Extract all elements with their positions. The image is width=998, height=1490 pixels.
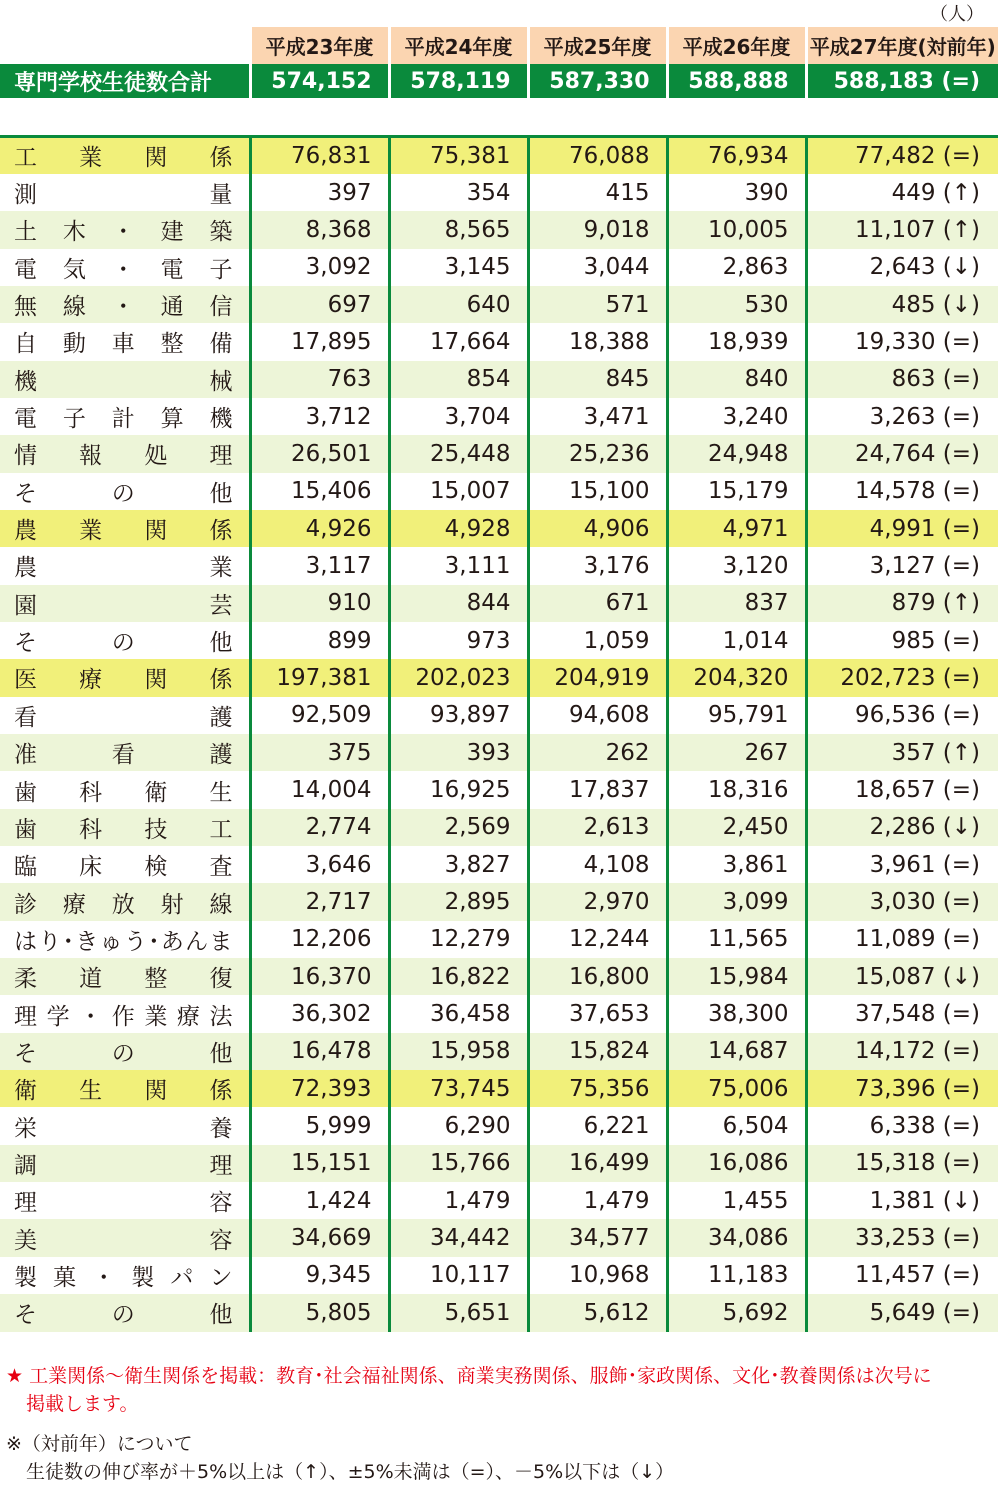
value-cell: 36,302 <box>250 995 389 1032</box>
value-cell: 3,263 (=) <box>806 398 998 435</box>
value-cell: 267 <box>667 734 806 771</box>
value-cell: 37,653 <box>528 995 667 1032</box>
subcategory-row <box>0 846 998 883</box>
total-value: 588,183 (=) <box>806 64 998 98</box>
value-cell: 202,023 <box>389 659 528 696</box>
subcategory-label <box>0 1107 250 1144</box>
subcategory-row <box>0 249 998 286</box>
value-cell: 2,895 <box>389 883 528 920</box>
subcategory-row <box>0 585 998 622</box>
value-cell: 4,971 <box>667 510 806 547</box>
value-cell: 15,318 (=) <box>806 1145 998 1182</box>
value-cell: 197,381 <box>250 659 389 696</box>
value-cell: 93,897 <box>389 697 528 734</box>
subcategory-row <box>0 697 998 734</box>
subcategory-label <box>0 846 250 883</box>
value-cell: 3,471 <box>528 398 667 435</box>
value-cell: 17,837 <box>528 771 667 808</box>
value-cell: 34,086 <box>667 1219 806 1256</box>
note-remark <box>6 1430 996 1486</box>
value-cell: 1,479 <box>528 1182 667 1219</box>
row-label-text: 歯 科 衛 生 <box>14 779 233 806</box>
category-label <box>0 137 250 174</box>
year-header-24: 平成24年度 <box>389 27 528 64</box>
subcategory-row <box>0 921 998 958</box>
value-cell: 2,863 <box>667 249 806 286</box>
value-cell: 973 <box>389 622 528 659</box>
subcategory-label <box>0 1257 250 1294</box>
value-cell: 16,800 <box>528 958 667 995</box>
subcategory-row <box>0 1294 998 1331</box>
total-value: 588,888 <box>667 64 806 98</box>
year-header-row <box>0 27 998 64</box>
subcategory-row <box>0 883 998 920</box>
value-cell: 697 <box>250 286 389 323</box>
subcategory-label <box>0 697 250 734</box>
value-cell: 3,117 <box>250 547 389 584</box>
subcategory-label <box>0 809 250 846</box>
subcategory-label <box>0 1294 250 1331</box>
value-cell: 390 <box>667 174 806 211</box>
value-cell: 397 <box>250 174 389 211</box>
subcategory-row <box>0 1145 998 1182</box>
value-cell: 4,928 <box>389 510 528 547</box>
value-cell: 77,482 (=) <box>806 137 998 174</box>
value-cell: 393 <box>389 734 528 771</box>
value-cell: 34,669 <box>250 1219 389 1256</box>
value-cell: 3,646 <box>250 846 389 883</box>
subcategory-row <box>0 958 998 995</box>
value-cell: 8,565 <box>389 211 528 248</box>
subcategory-label <box>0 286 250 323</box>
value-cell: 34,577 <box>528 1219 667 1256</box>
value-cell: 16,925 <box>389 771 528 808</box>
subcategory-row <box>0 809 998 846</box>
value-cell: 1,014 <box>667 622 806 659</box>
value-cell: 845 <box>528 361 667 398</box>
subcategory-label <box>0 398 250 435</box>
value-cell: 10,005 <box>667 211 806 248</box>
value-cell: 2,970 <box>528 883 667 920</box>
value-cell: 11,565 <box>667 921 806 958</box>
row-label-text: 栄 養 <box>14 1115 233 1142</box>
value-cell: 2,286 (↓) <box>806 809 998 846</box>
subcategory-row <box>0 547 998 584</box>
row-label-text: 理 学 ・ 作 業 療 法 <box>14 1003 233 1030</box>
value-cell: 76,934 <box>667 137 806 174</box>
value-cell: 262 <box>528 734 667 771</box>
value-cell: 1,479 <box>389 1182 528 1219</box>
value-cell: 854 <box>389 361 528 398</box>
value-cell: 2,569 <box>389 809 528 846</box>
note-star-line: ★ 工業関係～衛生関係を掲載：教育･社会福祉関係、商業実務関係、服飾･家政関係、文化･教養関係は次号に <box>6 1365 932 1387</box>
value-cell: 4,906 <box>528 510 667 547</box>
value-cell: 3,044 <box>528 249 667 286</box>
category-row <box>0 1070 998 1107</box>
subcategory-label <box>0 249 250 286</box>
value-cell: 18,939 <box>667 323 806 360</box>
value-cell: 4,991 (=) <box>806 510 998 547</box>
subcategory-label <box>0 323 250 360</box>
row-label-text: 機 械 <box>14 368 233 395</box>
subcategory-row <box>0 473 998 510</box>
row-label-text: 理 容 <box>14 1190 233 1217</box>
value-cell: 8,368 <box>250 211 389 248</box>
value-cell: 3,240 <box>667 398 806 435</box>
category-row <box>0 659 998 696</box>
value-cell: 15,179 <box>667 473 806 510</box>
value-cell: 3,111 <box>389 547 528 584</box>
subcategory-row <box>0 361 998 398</box>
value-cell: 1,381 (↓) <box>806 1182 998 1219</box>
value-cell: 357 (↑) <box>806 734 998 771</box>
value-cell: 899 <box>250 622 389 659</box>
value-cell: 3,120 <box>667 547 806 584</box>
value-cell: 15,406 <box>250 473 389 510</box>
subcategory-label <box>0 174 250 211</box>
row-label-text: 自 動 車 整 備 <box>14 331 233 358</box>
row-label-text: 園 芸 <box>14 592 233 619</box>
subcategory-label <box>0 995 250 1032</box>
value-cell: 34,442 <box>389 1219 528 1256</box>
value-cell: 72,393 <box>250 1070 389 1107</box>
value-cell: 15,151 <box>250 1145 389 1182</box>
value-cell: 1,059 <box>528 622 667 659</box>
row-label-text: 無 線 ・ 通 信 <box>14 294 233 321</box>
value-cell: 15,100 <box>528 473 667 510</box>
total-value: 574,152 <box>250 64 389 98</box>
subcategory-row <box>0 323 998 360</box>
value-cell: 640 <box>389 286 528 323</box>
row-label-text: 情 報 処 理 <box>14 443 233 470</box>
header-table <box>0 27 998 98</box>
value-cell: 5,999 <box>250 1107 389 1144</box>
row-label-text: 製 菓 ・ 製 パ ン <box>14 1264 233 1291</box>
subcategory-label <box>0 211 250 248</box>
category-row <box>0 137 998 174</box>
value-cell: 16,478 <box>250 1033 389 1070</box>
year-header-23: 平成23年度 <box>250 27 389 64</box>
row-label-text: 歯 科 技 工 <box>14 816 233 843</box>
value-cell: 202,723 (=) <box>806 659 998 696</box>
subcategory-row <box>0 1033 998 1070</box>
value-cell: 11,089 (=) <box>806 921 998 958</box>
year-header-26: 平成26年度 <box>667 27 806 64</box>
total-value: 587,330 <box>528 64 667 98</box>
subcategory-row <box>0 1219 998 1256</box>
value-cell: 73,396 (=) <box>806 1070 998 1107</box>
row-label-text: 電 子 計 算 機 <box>14 406 233 433</box>
value-cell: 15,007 <box>389 473 528 510</box>
row-label-text: 土 木 ・ 建 築 <box>14 219 233 246</box>
value-cell: 3,712 <box>250 398 389 435</box>
subcategory-label <box>0 883 250 920</box>
subcategory-label <box>0 1182 250 1219</box>
value-cell: 5,649 (=) <box>806 1294 998 1331</box>
value-cell: 12,279 <box>389 921 528 958</box>
value-cell: 863 (=) <box>806 361 998 398</box>
value-cell: 671 <box>528 585 667 622</box>
value-cell: 530 <box>667 286 806 323</box>
value-cell: 18,657 (=) <box>806 771 998 808</box>
value-cell: 10,117 <box>389 1257 528 1294</box>
value-cell: 4,926 <box>250 510 389 547</box>
subcategory-row <box>0 398 998 435</box>
value-cell: 38,300 <box>667 995 806 1032</box>
year-header-25: 平成25年度 <box>528 27 667 64</box>
subcategory-row <box>0 435 998 472</box>
subcategory-label <box>0 473 250 510</box>
value-cell: 2,717 <box>250 883 389 920</box>
value-cell: 5,692 <box>667 1294 806 1331</box>
value-cell: 11,183 <box>667 1257 806 1294</box>
value-cell: 1,424 <box>250 1182 389 1219</box>
subcategory-label <box>0 1145 250 1182</box>
value-cell: 3,704 <box>389 398 528 435</box>
value-cell: 73,745 <box>389 1070 528 1107</box>
subcategory-label <box>0 734 250 771</box>
value-cell: 375 <box>250 734 389 771</box>
subcategory-label <box>0 361 250 398</box>
value-cell: 24,764 (=) <box>806 435 998 472</box>
value-cell: 15,824 <box>528 1033 667 1070</box>
value-cell: 15,984 <box>667 958 806 995</box>
value-cell: 415 <box>528 174 667 211</box>
value-cell: 76,831 <box>250 137 389 174</box>
value-cell: 3,127 (=) <box>806 547 998 584</box>
subcategory-row <box>0 286 998 323</box>
value-cell: 879 (↑) <box>806 585 998 622</box>
value-cell: 485 (↓) <box>806 286 998 323</box>
value-cell: 76,088 <box>528 137 667 174</box>
subcategory-label <box>0 547 250 584</box>
value-cell: 3,176 <box>528 547 667 584</box>
category-row <box>0 510 998 547</box>
row-label-text: 臨 床 検 査 <box>14 854 233 881</box>
value-cell: 3,961 (=) <box>806 846 998 883</box>
value-cell: 204,919 <box>528 659 667 696</box>
row-label-text: 柔 道 整 復 <box>14 966 233 993</box>
value-cell: 2,450 <box>667 809 806 846</box>
subcategory-label <box>0 958 250 995</box>
row-label-text: 美 容 <box>14 1227 233 1254</box>
row-label-text: 電 気 ・ 電 子 <box>14 256 233 283</box>
value-cell: 204,320 <box>667 659 806 696</box>
value-cell: 2,774 <box>250 809 389 846</box>
unit-label: （人） <box>930 4 984 25</box>
value-cell: 3,092 <box>250 249 389 286</box>
subcategory-row <box>0 734 998 771</box>
value-cell: 5,651 <box>389 1294 528 1331</box>
subcategory-label <box>0 435 250 472</box>
value-cell: 25,448 <box>389 435 528 472</box>
category-label <box>0 1070 250 1107</box>
value-cell: 14,687 <box>667 1033 806 1070</box>
value-cell: 3,827 <box>389 846 528 883</box>
row-label-text: 診 療 放 射 線 <box>14 891 233 918</box>
value-cell: 17,664 <box>389 323 528 360</box>
value-cell: 18,388 <box>528 323 667 360</box>
subcategory-label <box>0 771 250 808</box>
value-cell: 837 <box>667 585 806 622</box>
value-cell: 844 <box>389 585 528 622</box>
note-star <box>6 1362 996 1418</box>
value-cell: 9,018 <box>528 211 667 248</box>
total-row <box>0 64 998 98</box>
year-header-27: 平成27年度(対前年) <box>806 27 998 64</box>
value-cell: 1,455 <box>667 1182 806 1219</box>
value-cell: 5,805 <box>250 1294 389 1331</box>
subcategory-row <box>0 211 998 248</box>
value-cell: 33,253 (=) <box>806 1219 998 1256</box>
value-cell: 12,244 <box>528 921 667 958</box>
value-cell: 24,948 <box>667 435 806 472</box>
row-label-text: 測 量 <box>14 182 233 209</box>
subcategory-label <box>0 921 250 958</box>
value-cell: 6,504 <box>667 1107 806 1144</box>
value-cell: 6,290 <box>389 1107 528 1144</box>
value-cell: 10,968 <box>528 1257 667 1294</box>
value-cell: 92,509 <box>250 697 389 734</box>
note-remark-line: 生徒数の伸び率が＋5%以上は（↑）、±5%未満は（=）、－5%以下は（↓） <box>26 1461 675 1483</box>
value-cell: 3,099 <box>667 883 806 920</box>
row-label-text: 農 業 <box>14 555 233 582</box>
subcategory-label <box>0 1219 250 1256</box>
value-cell: 15,087 (↓) <box>806 958 998 995</box>
value-cell: 14,004 <box>250 771 389 808</box>
category-label <box>0 659 250 696</box>
subcategory-row <box>0 995 998 1032</box>
total-label: 専門学校生徒数合計 <box>0 64 250 98</box>
row-label-text: そ の 他 <box>14 1040 233 1067</box>
value-cell: 14,578 (=) <box>806 473 998 510</box>
value-cell: 2,643 (↓) <box>806 249 998 286</box>
value-cell: 3,145 <box>389 249 528 286</box>
value-cell: 94,608 <box>528 697 667 734</box>
row-label-text: 衛 生 関 係 <box>14 1078 233 1105</box>
value-cell: 95,791 <box>667 697 806 734</box>
row-label-text: 准 看 護 <box>14 742 233 769</box>
value-cell: 840 <box>667 361 806 398</box>
value-cell: 763 <box>250 361 389 398</box>
value-cell: 449 (↑) <box>806 174 998 211</box>
value-cell: 18,316 <box>667 771 806 808</box>
subcategory-row <box>0 174 998 211</box>
row-label-text: そ の 他 <box>14 630 233 657</box>
row-label-text: 医 療 関 係 <box>14 667 233 694</box>
value-cell: 36,458 <box>389 995 528 1032</box>
row-label-text: は り ･ き ゅ う ･ あ ん ま <box>14 928 233 955</box>
header-blank <box>0 27 250 64</box>
value-cell: 571 <box>528 286 667 323</box>
value-cell: 16,822 <box>389 958 528 995</box>
value-cell: 354 <box>389 174 528 211</box>
value-cell: 96,536 (=) <box>806 697 998 734</box>
value-cell: 910 <box>250 585 389 622</box>
subcategory-label <box>0 1033 250 1070</box>
value-cell: 26,501 <box>250 435 389 472</box>
subcategory-row <box>0 1257 998 1294</box>
value-cell: 16,370 <box>250 958 389 995</box>
total-value: 578,119 <box>389 64 528 98</box>
value-cell: 75,381 <box>389 137 528 174</box>
value-cell: 37,548 (=) <box>806 995 998 1032</box>
value-cell: 75,356 <box>528 1070 667 1107</box>
value-cell: 16,086 <box>667 1145 806 1182</box>
value-cell: 16,499 <box>528 1145 667 1182</box>
data-table <box>0 135 998 1332</box>
subcategory-row <box>0 622 998 659</box>
value-cell: 4,108 <box>528 846 667 883</box>
row-label-text: 看 護 <box>14 704 233 731</box>
value-cell: 11,107 (↑) <box>806 211 998 248</box>
row-label-text: そ の 他 <box>14 1302 233 1329</box>
subcategory-row <box>0 1107 998 1144</box>
note-remark-line: ※（対前年）について <box>6 1433 193 1455</box>
value-cell: 3,861 <box>667 846 806 883</box>
notes <box>6 1362 996 1486</box>
subcategory-label <box>0 622 250 659</box>
value-cell: 6,221 <box>528 1107 667 1144</box>
value-cell: 3,030 (=) <box>806 883 998 920</box>
value-cell: 9,345 <box>250 1257 389 1294</box>
row-label-text: そ の 他 <box>14 480 233 507</box>
value-cell: 985 (=) <box>806 622 998 659</box>
category-label <box>0 510 250 547</box>
value-cell: 19,330 (=) <box>806 323 998 360</box>
value-cell: 17,895 <box>250 323 389 360</box>
row-label-text: 調 理 <box>14 1152 233 1179</box>
value-cell: 6,338 (=) <box>806 1107 998 1144</box>
value-cell: 25,236 <box>528 435 667 472</box>
subcategory-row <box>0 1182 998 1219</box>
subcategory-row <box>0 771 998 808</box>
value-cell: 75,006 <box>667 1070 806 1107</box>
value-cell: 11,457 (=) <box>806 1257 998 1294</box>
value-cell: 12,206 <box>250 921 389 958</box>
value-cell: 5,612 <box>528 1294 667 1331</box>
subcategory-label <box>0 585 250 622</box>
value-cell: 15,958 <box>389 1033 528 1070</box>
value-cell: 2,613 <box>528 809 667 846</box>
row-label-text: 農 業 関 係 <box>14 518 233 545</box>
value-cell: 15,766 <box>389 1145 528 1182</box>
row-label-text: 工 業 関 係 <box>14 145 233 172</box>
value-cell: 14,172 (=) <box>806 1033 998 1070</box>
note-star-line: 掲載します。 <box>26 1393 139 1415</box>
